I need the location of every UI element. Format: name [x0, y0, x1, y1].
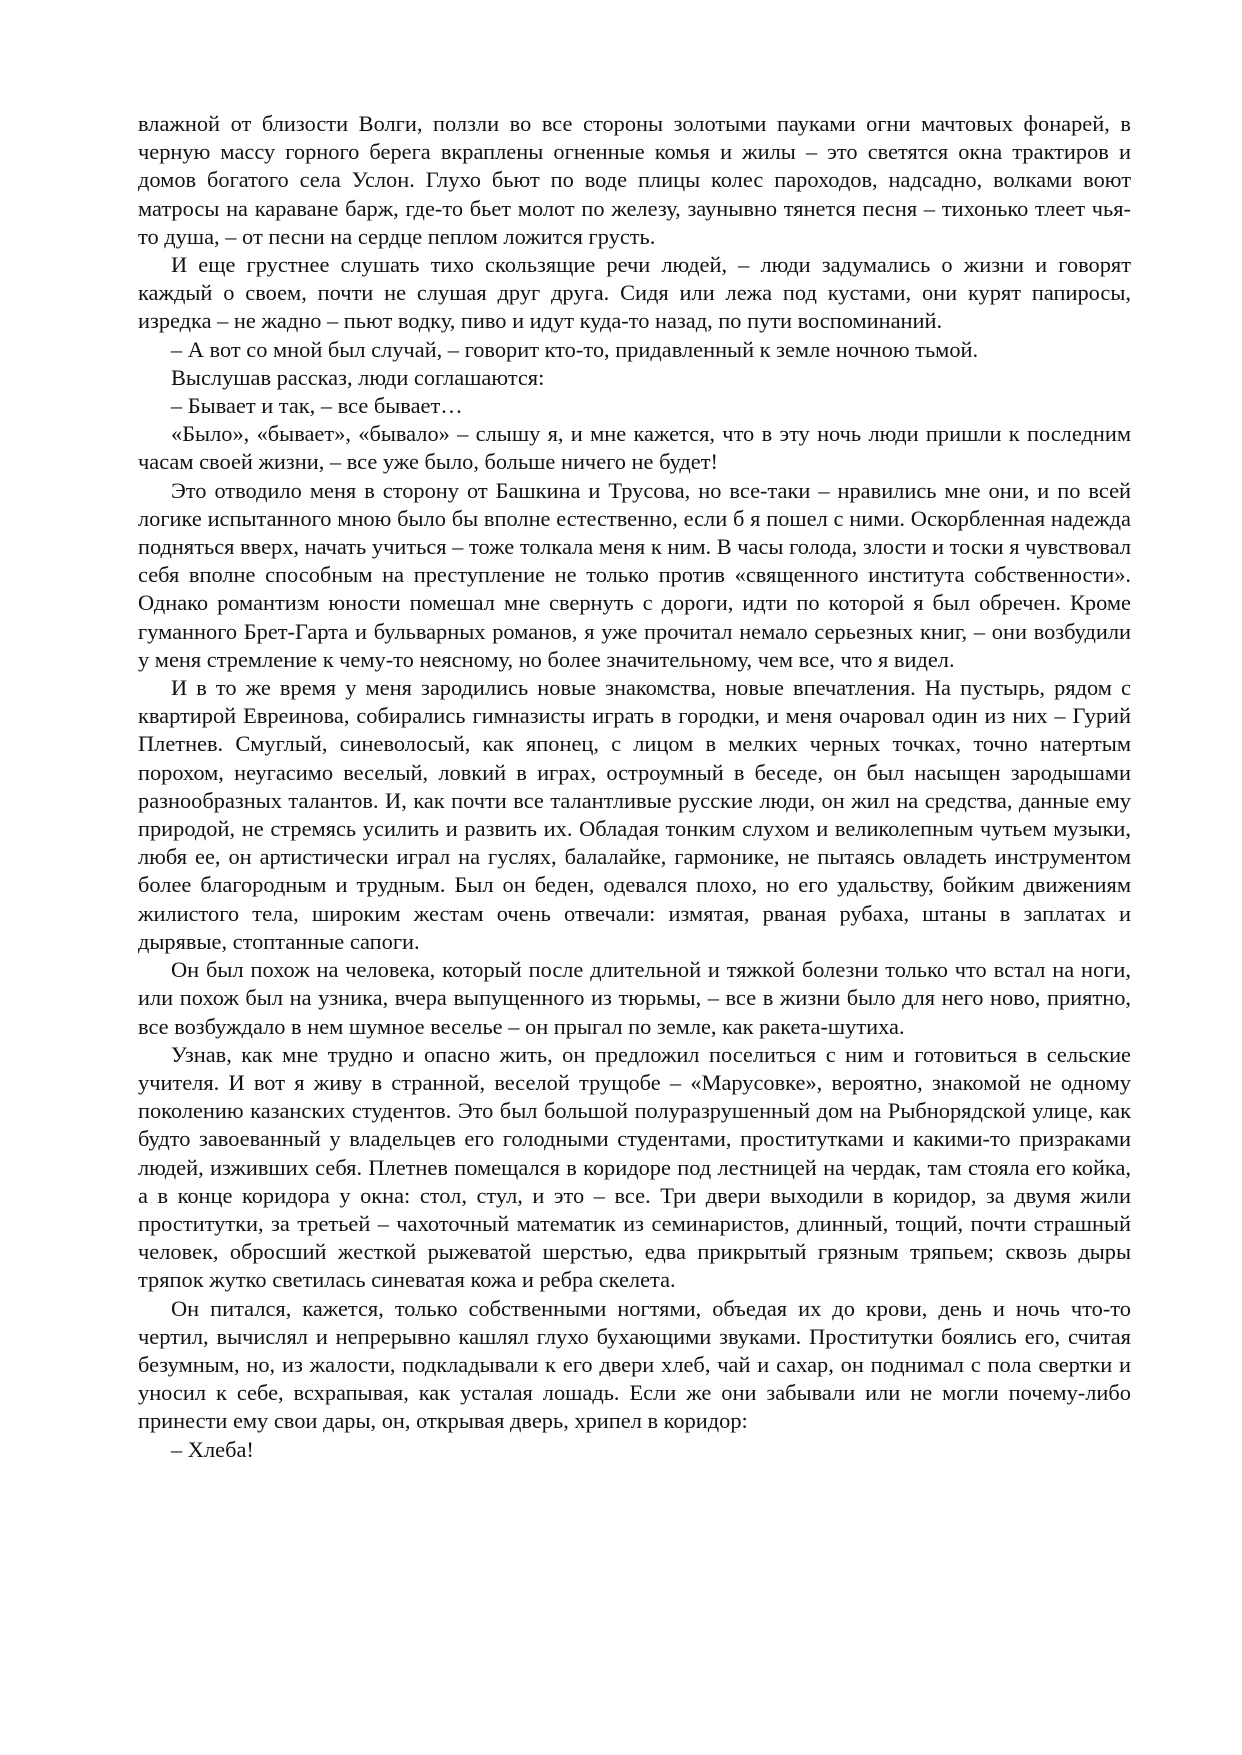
paragraph-2: И еще грустнее слушать тихо скользящие речи людей, – люди задумались о жизни и говорят каждый о своем, почти не слушая друг друга. Сидя или лежа под кустами, они курят папиросы, изредка – не жадно – пьют водку, пиво и идут куда-то назад, по пути воспоминаний.: [138, 252, 1131, 334]
paragraph-12: – Хлеба!: [171, 1436, 254, 1462]
paragraph-11: Он питался, кажется, только собственными ногтями, объедая их до крови, день и ночь что-то чертил, вычислял и непрерывно кашлял глухо бухающими звуками. Проститутки боялись его, считая безумным, но, из жалости, подкладывали к его двери хлеб, чай и сахар, он поднимал с пола свертки и уносил к себе, всхрапывая, как усталая лошадь. Если же они забывали или не могли почему-либо принести ему свои дары, он, открывая дверь, хрипел в коридор:: [138, 1295, 1131, 1434]
paragraph-6: «Было», «бывает», «бывало» – слышу я, и мне кажется, что в эту ночь люди пришли к последним часам своей жизни, – все уже было, больше ничего не будет!: [138, 421, 1131, 475]
paragraph-1: влажной от близости Волги, ползли во все стороны золотыми пауками огни мачтовых фонарей, в черную массу горного берега вкраплены огненные комья и жилы – это светятся окна трактиров и домов богатого села Услон. Глухо бьют по воде плицы колес пароходов, надсадно, волками воют матросы на караване барж, где-то бьет молот по железу, заунывно тянется песня – тихонько тлеет чья-то душа, – от песни на сердце пеплом ложится грусть.: [138, 111, 1131, 249]
paragraph-5: – Бывает и так, – все бывает…: [171, 393, 463, 419]
document-page: [138, 110, 1131, 1464]
paragraph-3: – А вот со мной был случай, – говорит кто-то, придавленный к земле ночною тьмой.: [171, 336, 979, 362]
paragraph-8: И в то же время у меня зародились новые знакомства, новые впечатления. На пустырь, рядом с квартирой Евреинова, собирались гимназисты играть в городки, и меня очаровал один из них – Гурий Плетнев. Смуглый, синеволосый, как японец, с лицом в мелких черных точках, точно натертым порохом, неугасимо веселый, ловкий в играх, остроумный в беседе, он был насыщен зародышами разнообразных талантов. И, как почти все талантливые русские люди, он жил на средства, данные ему природой, не стремясь усилить и развить их. Обладая тонким слухом и великолепным чутьем музыки, любя ее, он артистически играл на гуслях, балалайке, гармонике, не пытаясь овладеть инструментом более благородным и трудным. Был он беден, одевался плохо, но его удальству, бойким движениям жилистого тела, широким жестам очень отвечали: измятая, рваная рубаха, штаны в заплатах и дырявые, стоптанные сапоги.: [138, 675, 1131, 954]
paragraph-9: Он был похож на человека, который после длительной и тяжкой болезни только что встал на ноги, или похож был на узника, вчера выпущенного из тюрьмы, – все в жизни было для него ново, приятно, все возбуждало в нем шумное веселье – он прыгал по земле, как ракета-шутиха.: [138, 957, 1131, 1039]
paragraph-7: Это отводило меня в сторону от Башкина и Трусова, но все-таки – нравились мне они, и по всей логике испытанного мною было бы вполне естественно, если б я пошел с ними. Оскорбленная надежда подняться вверх, начать учиться – тоже толкала меня к ним. В часы голода, злости и тоски я чувствовал себя вполне способным на преступление не только против «священного института собственности». Однако романтизм юности помешал мне свернуть с дороги, идти по которой я был обречен. Кроме гуманного Брет-Гарта и бульварных романов, я уже прочитал немало серьезных книг, – они возбудили у меня стремление к чему-то неясному, но более значительному, чем все, что я видел.: [138, 477, 1131, 672]
paragraph-10: Узнав, как мне трудно и опасно жить, он предложил поселиться с ним и готовиться в сельские учителя. И вот я живу в странной, веселой трущобе – «Марусовке», вероятно, знакомой не одному поколению казанских студентов. Это был большой полуразрушенный дом на Рыбнорядской улице, как будто завоеванный у владельцев его голодными студентами, проститутками и какими-то призраками людей, изживших себя. Плетнев помещался в коридоре под лестницей на чердак, там стояла его койка, а в конце коридора у окна: стол, стул, и это – все. Три двери выходили в коридор, за двумя жили проститутки, за третьей – чахоточный математик из семинаристов, длинный, тощий, почти страшный человек, обросший жесткой рыжеватой шерстью, едва прикрытый грязным тряпьем; сквозь дыры тряпок жутко светилась синеватая кожа и ребра скелета.: [138, 1041, 1131, 1293]
paragraph-4: Выслушав рассказ, люди соглашаются:: [171, 364, 545, 390]
